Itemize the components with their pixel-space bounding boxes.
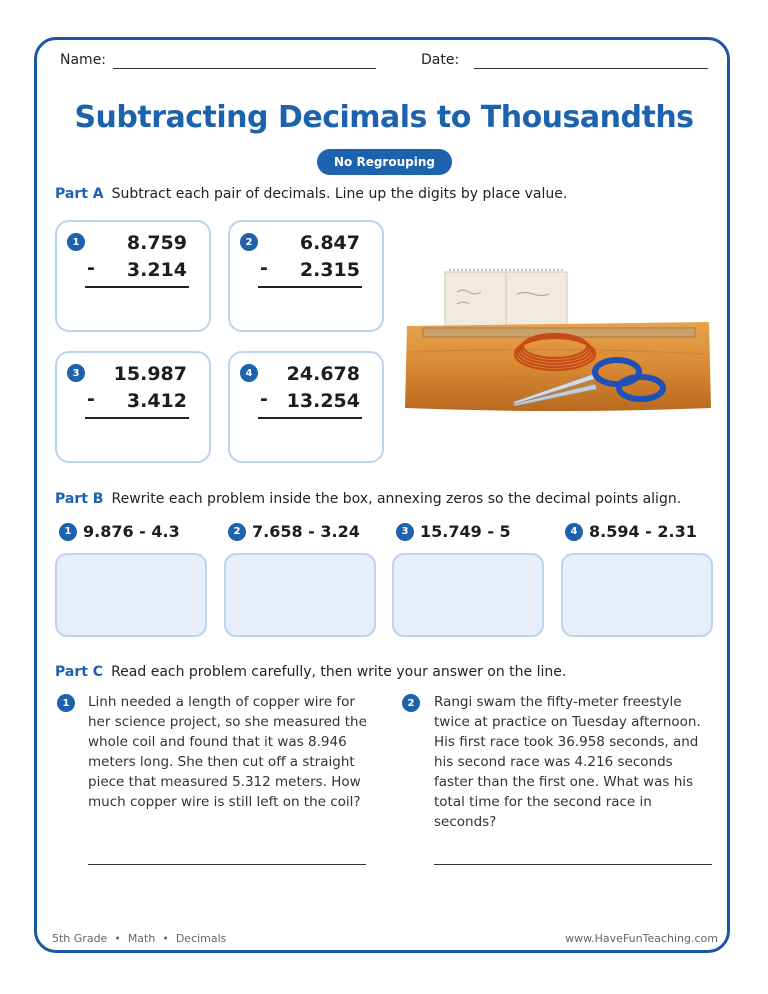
word-problem-line: his second race was 4.216 seconds: [434, 754, 673, 770]
part-b-answer-box-4[interactable]: [561, 553, 713, 637]
part-b-answer-box-3[interactable]: [392, 553, 544, 637]
part-a-problem-2[interactable]: [228, 220, 384, 332]
part-c-text: Read each problem carefully, then write your answer on the line.: [111, 664, 567, 680]
minus-sign: -: [260, 257, 268, 279]
word-problem-line: whole coil and found that it was 8.946: [88, 734, 347, 750]
minus-sign: -: [87, 257, 95, 279]
part-a-problem-1[interactable]: [55, 220, 211, 332]
part-b-answer-box-1[interactable]: [55, 553, 207, 637]
problem-text: 8.594 - 2.31: [589, 522, 697, 541]
page-title: Subtracting Decimals to Thousandths: [74, 100, 694, 135]
number-badge: 2: [240, 233, 258, 251]
subtrahend: 3.412: [126, 390, 187, 412]
minuend: 6.847: [299, 232, 360, 254]
part-c-answer-line-2[interactable]: [434, 864, 712, 865]
part-b-label: Part B: [55, 491, 104, 507]
bullet-icon: •: [110, 932, 125, 945]
number-badge: 1: [67, 233, 85, 251]
word-problem-line: twice at practice on Tuesday afternoon.: [434, 714, 701, 730]
answer-rule: [258, 417, 362, 419]
number-badge: 4: [240, 364, 258, 382]
part-a-problem-3[interactable]: [55, 351, 211, 463]
word-problem-line: total time for the second race in: [434, 794, 652, 810]
word-problem-line: much copper wire is still left on the coil?: [88, 794, 361, 810]
no-regrouping-badge: No Regrouping: [317, 149, 452, 175]
word-problem-line: meters long. She then cut off a straight: [88, 754, 355, 770]
footer-subject: Math: [127, 932, 156, 945]
minuend: 8.759: [126, 232, 187, 254]
subtrahend: 2.315: [299, 259, 360, 281]
part-b-text: Rewrite each problem inside the box, annexing zeros so the decimal points align.: [111, 491, 682, 507]
problem-text: 15.749 - 5: [420, 522, 511, 541]
notebook-wire-scissors-illustration: [405, 262, 711, 414]
part-b-problem-4: [565, 522, 697, 541]
number-badge: 3: [67, 364, 85, 382]
subtrahend: 3.214: [126, 259, 187, 281]
answer-rule: [258, 286, 362, 288]
subtrahend: 13.254: [286, 390, 360, 412]
date-line[interactable]: [474, 68, 708, 69]
part-c-label: Part C: [55, 664, 104, 680]
part-c-problem-2: [434, 692, 719, 832]
part-a-problem-4[interactable]: [228, 351, 384, 463]
number-badge: 1: [59, 523, 77, 541]
footer-topic: Decimals: [175, 932, 227, 945]
word-problem-line: piece that measured 5.312 meters. How: [88, 774, 361, 790]
minuend: 24.678: [286, 363, 360, 385]
part-a-label: Part A: [55, 186, 104, 202]
minus-sign: -: [260, 388, 268, 410]
word-problem-line: seconds?: [434, 814, 497, 830]
name-line[interactable]: [113, 68, 376, 69]
number-badge: 3: [396, 523, 414, 541]
problem-text: 9.876 - 4.3: [83, 522, 180, 541]
part-b-problem-2: [228, 522, 360, 541]
part-b-problem-1: [59, 522, 180, 541]
number-badge: 1: [57, 694, 75, 712]
answer-rule: [85, 417, 189, 419]
date-label: Date:: [421, 52, 460, 68]
word-problem-line: His first race took 36.958 seconds, and: [434, 734, 699, 750]
footer-tags: [52, 932, 226, 945]
bullet-icon: •: [158, 932, 173, 945]
part-b-instruction: [55, 491, 681, 507]
answer-rule: [85, 286, 189, 288]
word-problem-line: Rangi swam the fifty-meter freestyle: [434, 694, 682, 710]
minus-sign: -: [87, 388, 95, 410]
part-b-answer-box-2[interactable]: [224, 553, 376, 637]
name-label: Name:: [60, 52, 107, 68]
part-c-problem-1: [88, 692, 378, 812]
word-problem-line: faster than the first one. What was his: [434, 774, 694, 790]
number-badge: 2: [228, 523, 246, 541]
footer-site: www.HaveFunTeaching.com: [565, 932, 718, 945]
number-badge: 4: [565, 523, 583, 541]
number-badge: 2: [402, 694, 420, 712]
part-c-answer-line-1[interactable]: [88, 864, 366, 865]
part-c-instruction: [55, 664, 566, 680]
problem-text: 7.658 - 3.24: [252, 522, 360, 541]
word-problem-line: her science project, so she measured the: [88, 714, 367, 730]
part-a-instruction: [55, 186, 567, 202]
part-a-text: Subtract each pair of decimals. Line up the digits by place value.: [111, 186, 568, 202]
footer-grade: 5th Grade: [52, 932, 108, 945]
minuend: 15.987: [113, 363, 187, 385]
part-b-problem-3: [396, 522, 511, 541]
word-problem-line: Linh needed a length of copper wire for: [88, 694, 355, 710]
